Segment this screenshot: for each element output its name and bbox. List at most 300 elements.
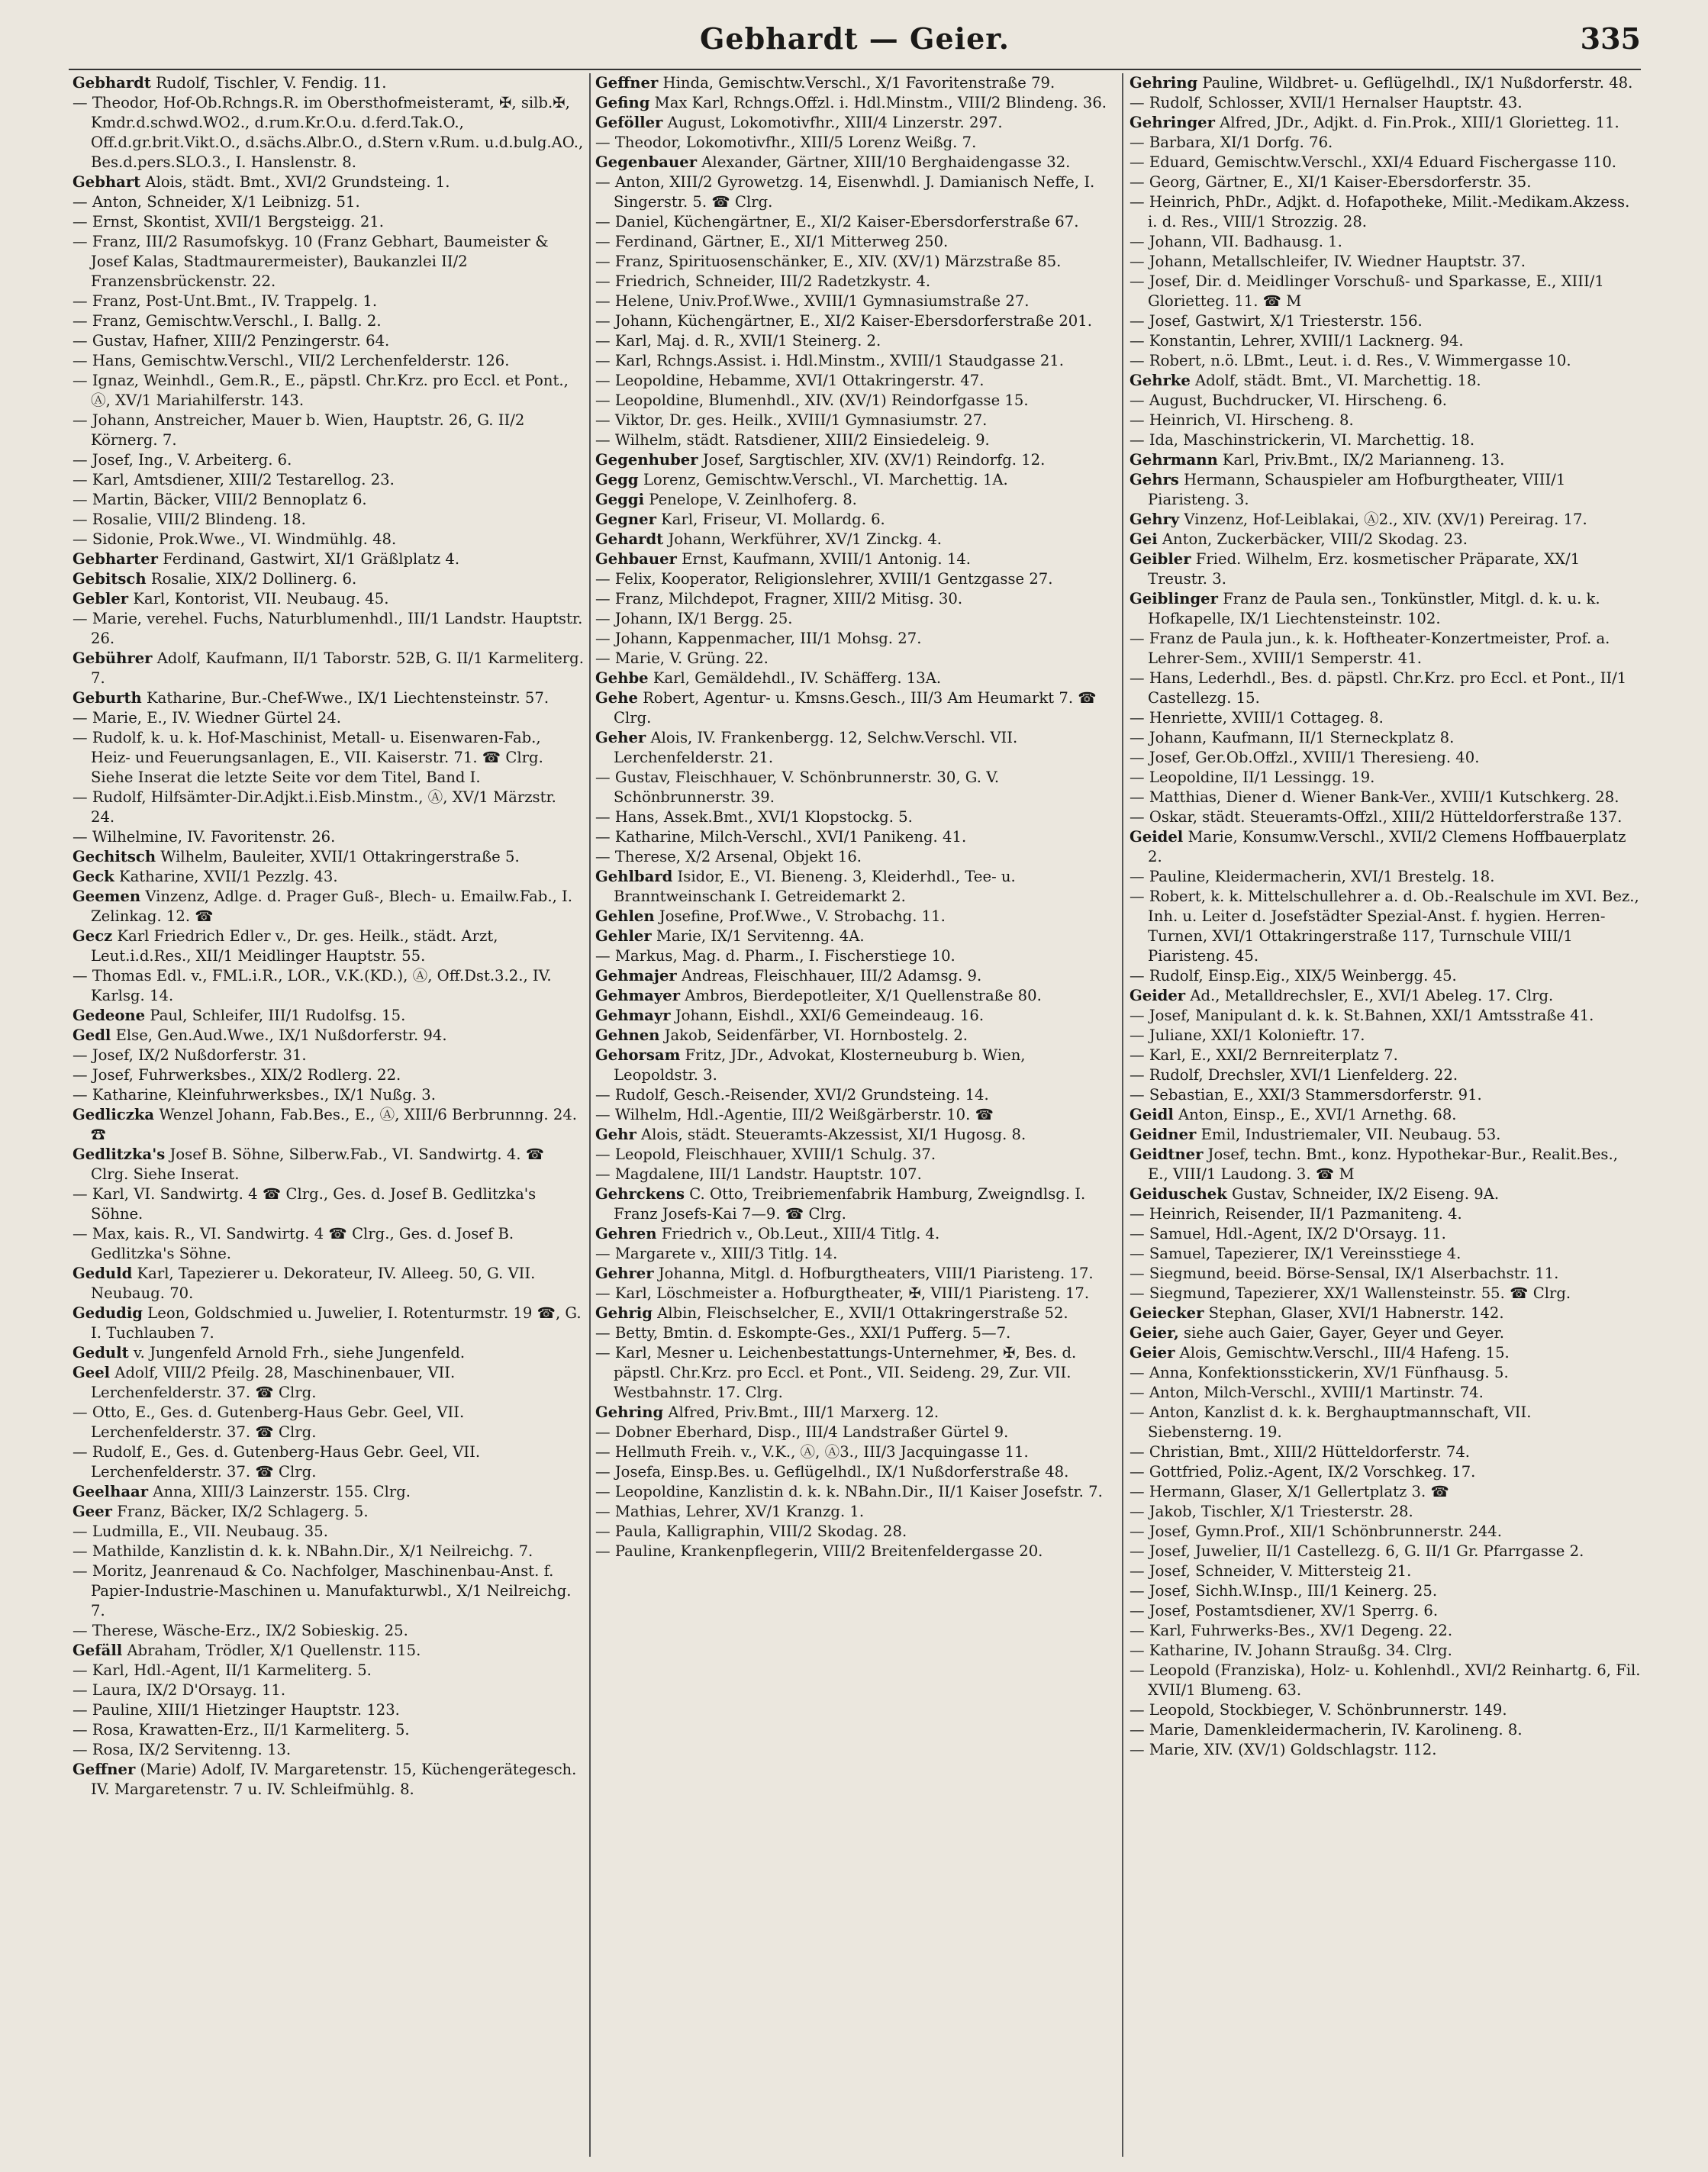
directory-entry (1130, 748, 1641, 768)
directory-entry (73, 1760, 584, 1800)
directory-entry (595, 1423, 1107, 1442)
directory-entry (1130, 1244, 1641, 1264)
directory-entry (73, 827, 584, 847)
directory-entry (595, 589, 1107, 609)
directory-entry (1130, 1184, 1641, 1204)
entry-text: Rosalie, XIX/2 Dollinerg. 6. (146, 570, 357, 588)
directory-entry (1130, 391, 1641, 411)
entry-text: — Marie, verehel. Fuchs, Naturblumenhdl., III/1 Landstr. Hauptstr. 26. (73, 610, 583, 647)
entry-surname: Gedliczka (73, 1106, 155, 1123)
entry-text: Rudolf, Tischler, V. Fendig. 11. (150, 74, 387, 92)
entry-text: — Heinrich, VI. Hirscheng. 8. (1130, 411, 1354, 429)
entry-text: Ambros, Bierdepotleiter, X/1 Quellenstraße 80. (680, 987, 1042, 1004)
directory-entry (1130, 1700, 1641, 1720)
entry-text: — Josefa, Einsp.Bes. u. Geflügelhdl., IX/1 Nußdorferstraße 48. (595, 1463, 1069, 1481)
entry-text: — Juliane, XXI/1 Kolonieftr. 17. (1130, 1026, 1365, 1044)
directory-entry (1130, 1522, 1641, 1542)
directory-entry (595, 411, 1107, 430)
entry-surname: Geelhaar (73, 1483, 149, 1500)
entry-text: — Anton, Kanzlist d. k. k. Berghauptmannschaft, VII. Siebensterng. 19. (1130, 1403, 1532, 1441)
directory-entry (595, 1403, 1107, 1423)
entry-surname: Gehler (595, 927, 652, 945)
entry-text: — Pauline, Krankenpflegerin, VIII/2 Breitenfeldergasse 20. (595, 1542, 1043, 1560)
entry-text: Marie, IX/1 Servitenng. 4A. (651, 927, 865, 945)
directory-entry (73, 1085, 584, 1105)
entry-text: — Heinrich, Reisender, II/1 Pazmaniteng. 4. (1130, 1205, 1462, 1223)
entry-text: — Wilhelmine, IV. Favoritenstr. 26. (73, 828, 336, 846)
directory-entry (73, 232, 584, 292)
entry-text: — Franz, III/2 Rasumofskyg. 10 (Franz Gebhart, Baumeister & Josef Kalas, Stadtmaurermeister), Baukanzlei II/2 Franzensbrückenstr. 22. (73, 233, 549, 290)
directory-entry (1130, 1026, 1641, 1046)
entry-surname: Gehe (595, 689, 638, 707)
directory-entry (595, 232, 1107, 252)
directory-entry (1130, 113, 1641, 133)
entry-text: — Eduard, Gemischtw.Verschl., XXI/4 Eduard Fischergasse 110. (1130, 153, 1617, 171)
entry-text: — Samuel, Tapezierer, IX/1 Vereinsstiege 4. (1130, 1245, 1461, 1262)
entry-text: — Josef, Manipulant d. k. k. St.Bahnen, XXI/1 Amtsstraße 41. (1130, 1007, 1594, 1024)
directory-entry (595, 1482, 1107, 1502)
entry-text: — Franz, Post-Unt.Bmt., IV. Trappelg. 1. (73, 292, 378, 310)
directory-entry (595, 430, 1107, 450)
directory-entry (595, 669, 1107, 688)
directory-entry (73, 788, 584, 827)
entry-text: — Magdalene, III/1 Landstr. Hauptstr. 107. (595, 1165, 922, 1183)
directory-entry (1130, 1661, 1641, 1700)
directory-entry (1130, 1442, 1641, 1462)
entry-surname: Gehmayr (595, 1007, 671, 1024)
directory-entry (1130, 1224, 1641, 1244)
header-rule (69, 69, 1641, 70)
directory-entry (1130, 788, 1641, 807)
directory-entry (1130, 192, 1641, 232)
entry-text: — Josef, Ger.Ob.Offzl., XVIII/1 Theresieng. 40. (1130, 749, 1480, 766)
directory-entry (73, 73, 584, 93)
entry-surname: Geiblinger (1130, 590, 1218, 607)
entry-text: Wenzel Johann, Fab.Bes., E., Ⓐ, XIII/6 Berbrunnng. 24. ☎ (91, 1106, 578, 1143)
entry-surname: Geemen (73, 888, 141, 905)
entry-text: — Hans, Lederhdl., Bes. d. päpstl. Chr.Krz. pro Eccl. et Pont., II/1 Castellezg. 15. (1130, 669, 1627, 707)
directory-entry (595, 153, 1107, 172)
directory-entry (73, 1502, 584, 1522)
directory-entry (1130, 1105, 1641, 1125)
directory-entry (595, 1462, 1107, 1482)
directory-entry (595, 272, 1107, 292)
directory-entry (73, 708, 584, 728)
directory-entry (1130, 1581, 1641, 1601)
directory-entry (1130, 351, 1641, 371)
entry-surname: Gehrs (1130, 471, 1179, 488)
entry-surname: Gedudig (73, 1304, 143, 1322)
entry-text: Anna, XIII/3 Lainzerstr. 155. Clrg. (148, 1483, 411, 1500)
entry-text: Andreas, Fleischhauer, III/2 Adamsg. 9. (676, 967, 982, 984)
entry-surname: Geel (73, 1364, 111, 1381)
entry-text: Robert, Agentur- u. Kmsns.Gesch., III/3 Am Heumarkt 7. ☎ Clrg. (614, 689, 1097, 727)
entry-text: Karl, Gemäldehdl., IV. Schäfferg. 13A. (648, 669, 942, 687)
entry-text: — Theodor, Lokomotivfhr., XIII/5 Lorenz Weißg. 7. (595, 134, 977, 151)
entry-text: — Hans, Gemischtw.Verschl., VII/2 Lerchenfelderstr. 126. (73, 352, 510, 369)
directory-entry (73, 887, 584, 926)
directory-entry (1130, 133, 1641, 153)
directory-entry (595, 351, 1107, 371)
entry-text: — Josef, Juwelier, II/1 Castellezg. 6, G. II/1 Gr. Pfarrgasse 2. (1130, 1542, 1584, 1560)
directory-entry (1130, 1462, 1641, 1482)
directory-entry (73, 1561, 584, 1621)
directory-entry (73, 1145, 584, 1184)
directory-entry (73, 93, 584, 172)
directory-entry (595, 1165, 1107, 1184)
directory-entry (595, 1323, 1107, 1343)
entry-surname: Geffner (73, 1761, 136, 1778)
entry-text: — Ernst, Skontist, XVII/1 Bergsteigg. 21. (73, 213, 385, 230)
entry-text: — Johann, IX/1 Bergg. 25. (595, 610, 793, 627)
entry-text: — Marie, Damenkleidermacherin, IV. Karolineng. 8. (1130, 1721, 1523, 1739)
entry-text: — Katharine, Kleinfuhrwerksbes., IX/1 Nußg. 3. (73, 1086, 436, 1104)
entry-text: — Markus, Mag. d. Pharm., I. Fischerstiege 10. (595, 947, 956, 965)
directory-entry (73, 1363, 584, 1403)
entry-surname: Gegg (595, 471, 639, 488)
entry-text: Johann, Werkführer, XV/1 Zinckg. 4. (663, 530, 943, 548)
entry-text: — Franz de Paula jun., k. k. Hoftheater-Konzertmeister, Prof. a. Lehrer-Sem., XVIII/1 Semperstr. 41. (1130, 630, 1610, 667)
entry-text: Alois, Gemischtw.Verschl., III/4 Hafeng. 15. (1175, 1344, 1510, 1362)
directory-entry (73, 609, 584, 649)
entry-text: — Gustav, Fleischhauer, V. Schönbrunnerstr. 30, G. V. Schönbrunnerstr. 39. (595, 769, 1000, 806)
directory-entry (595, 827, 1107, 847)
entry-text: Alexander, Gärtner, XIII/10 Berghaidengasse 32. (697, 153, 1071, 171)
entry-text: (Marie) Adolf, IV. Margaretenstr. 15, Küchengerätegesch. IV. Margaretenstr. 7 u. IV. Schleifmühlg. 8. (91, 1761, 577, 1798)
directory-entry (73, 728, 584, 788)
entry-text: Penelope, V. Zeinlhoferg. 8. (644, 491, 857, 508)
directory-entry (73, 1403, 584, 1442)
directory-entry (73, 1006, 584, 1026)
entry-text: Alfred, Priv.Bmt., III/1 Marxerg. 12. (663, 1403, 939, 1421)
entry-text: — Karl, Rchngs.Assist. i. Hdl.Minstm., XVIII/1 Staudgasse 21. (595, 352, 1064, 369)
entry-text: — Johann, Kappenmacher, III/1 Mohsg. 27. (595, 630, 922, 647)
directory-entry (1130, 1601, 1641, 1621)
directory-entry (73, 1343, 584, 1363)
directory-entry (1130, 669, 1641, 708)
directory-entry (1130, 1502, 1641, 1522)
entry-text: — Gustav, Hafner, XIII/2 Penzingerstr. 64. (73, 332, 390, 350)
directory-entry (73, 530, 584, 549)
directory-entry (1130, 728, 1641, 748)
entry-surname: Geiduschek (1130, 1185, 1227, 1203)
entry-text: v. Jungenfeld Arnold Frh., siehe Jungenfeld. (128, 1344, 466, 1362)
directory-entry (73, 490, 584, 510)
entry-surname: Geibler (1130, 550, 1191, 568)
entry-text: Friedrich v., Ob.Leut., XIII/4 Titlg. 4. (656, 1225, 940, 1242)
directory-entry (595, 1224, 1107, 1244)
directory-entry (595, 1284, 1107, 1304)
directory-entry (1130, 331, 1641, 351)
entry-surname: Geidner (1130, 1126, 1197, 1143)
directory-entry (1130, 1284, 1641, 1304)
directory-entry (1130, 1085, 1641, 1105)
entry-text: — Leopoldine, II/1 Lessingg. 19. (1130, 769, 1375, 786)
entry-text: — Siegmund, Tapezierer, XX/1 Wallensteinstr. 55. ☎ Clrg. (1130, 1284, 1571, 1302)
directory-entry (595, 510, 1107, 530)
directory-entry (595, 490, 1107, 510)
entry-surname: Gehnen (595, 1026, 660, 1044)
entry-surname: Geduld (73, 1265, 133, 1282)
entry-text: — Karl, Hdl.-Agent, II/1 Karmeliterg. 5. (73, 1661, 372, 1679)
directory-entry (1130, 371, 1641, 391)
entry-surname: Gedl (73, 1026, 111, 1044)
entry-text: Anton, Einsp., E., XVI/1 Arnethg. 68. (1173, 1106, 1457, 1123)
entry-text: C. Otto, Treibriemenfabrik Hamburg, Zweigndlsg. I. Franz Josefs-Kai 7—9. ☎ Clrg. (614, 1185, 1086, 1223)
entry-text: — Leopold (Franziska), Holz- u. Kohlenhdl., XVI/2 Reinhartg. 6, Fil. XVII/1 Blumeng. 63. (1130, 1661, 1641, 1699)
running-title: Gebhardt — Geier. (699, 21, 1010, 56)
directory-entry (595, 1304, 1107, 1323)
entry-text: Abraham, Trödler, X/1 Quellenstr. 115. (122, 1642, 421, 1659)
entry-text: — Josef, Gymn.Prof., XII/1 Schönbrunnerstr. 244. (1130, 1523, 1502, 1540)
entry-text: Ernst, Kaufmann, XVIII/1 Antonig. 14. (676, 550, 972, 568)
page-number: 335 (1580, 21, 1641, 56)
directory-entry (595, 807, 1107, 827)
directory-entry (1130, 1065, 1641, 1085)
entry-text: Katharine, Bur.-Chef-Wwe., IX/1 Liechtensteinstr. 57. (141, 689, 549, 707)
directory-entry (595, 768, 1107, 807)
entry-text: — Rudolf, Einsp.Eig., XIX/5 Weinbergg. 45. (1130, 967, 1457, 984)
directory-entry (73, 1026, 584, 1046)
directory-entry (1130, 1145, 1641, 1184)
entry-text: Katharine, XVII/1 Pezzlg. 43. (114, 868, 338, 885)
entry-text: Franz de Paula sen., Tonkünstler, Mitgl. d. k. u. k. Hofkapelle, IX/1 Liechtensteinstr. 102. (1148, 590, 1600, 627)
entry-text: Emil, Industriemaler, VII. Neubaug. 53. (1196, 1126, 1501, 1143)
directory-entry (595, 549, 1107, 569)
directory-entry (73, 1184, 584, 1224)
entry-text: Karl, Tapezierer u. Dekorateur, IV. Alleeg. 50, G. VII. Neubaug. 70. (91, 1265, 536, 1302)
directory-entry (73, 311, 584, 331)
entry-text: — Karl, Mesner u. Leichenbestattungs-Unternehmer, ✠, Bes. d. päpstl. Chr.Krz. pro Eccl. et Pont., VII. Seideng. 29, Zur. VII. Westbahnstr. 17. Clrg. (595, 1344, 1077, 1401)
entry-surname: Gehren (595, 1225, 657, 1242)
directory-entry (1130, 966, 1641, 986)
entry-text: — Samuel, Hdl.-Agent, IX/2 D'Orsayg. 11. (1130, 1225, 1446, 1242)
entry-surname: Geier, (1130, 1324, 1179, 1342)
entry-text: — Rudolf, Gesch.-Reisender, XVI/2 Grundsteing. 14. (595, 1086, 989, 1104)
directory-entry (595, 986, 1107, 1006)
directory-entry (1130, 1363, 1641, 1383)
entry-text: Franz, Bäcker, IX/2 Schlagerg. 5. (112, 1503, 369, 1520)
entry-text: — Georg, Gärtner, E., XI/1 Kaiser-Ebersdorferstr. 35. (1130, 173, 1532, 191)
directory-entry (73, 1482, 584, 1502)
entry-surname: Gehlen (595, 907, 655, 925)
entry-text: — Katharine, IV. Johann Straußg. 34. Clrg. (1130, 1642, 1452, 1659)
entry-text: — Franz, Gemischtw.Verschl., I. Ballg. 2. (73, 312, 382, 330)
entry-text: Adolf, Kaufmann, II/1 Taborstr. 52B, G. II/1 Karmeliterg. 7. (91, 649, 584, 687)
entry-text: Alois, städt. Bmt., XVI/2 Grundsteing. 1. (140, 173, 450, 191)
directory-entry (1130, 1383, 1641, 1403)
entry-text: — Anna, Konfektionsstickerin, XV/1 Fünfhausg. 5. (1130, 1364, 1509, 1381)
entry-text: — Hans, Assek.Bmt., XVI/1 Klopstockg. 5. (595, 808, 913, 826)
entry-text: — Daniel, Küchengärtner, E., XI/2 Kaiser-Ebersdorferstraße 67. (595, 213, 1079, 230)
directory-entry (73, 510, 584, 530)
entry-text: — Siegmund, beeid. Börse-Sensal, IX/1 Alserbachstr. 11. (1130, 1265, 1559, 1282)
directory-entry (73, 1542, 584, 1561)
entry-surname: Gehring (595, 1403, 664, 1421)
directory-entry (73, 926, 584, 966)
entry-text: — Rudolf, E., Ges. d. Gutenberg-Haus Gebr. Geel, VII. Lerchenfelderstr. 37. ☎ Clrg. (73, 1443, 481, 1481)
directory-entry (595, 1026, 1107, 1046)
directory-entry (1130, 430, 1641, 450)
entry-text: Adolf, VIII/2 Pfeilg. 28, Maschinenbauer, VII. Lerchenfelderstr. 37. ☎ Clrg. (91, 1364, 456, 1401)
directory-entry (1130, 153, 1641, 172)
entry-text: — Franz, Milchdepot, Fragner, XIII/2 Mitisg. 30. (595, 590, 963, 607)
directory-entry (1130, 1561, 1641, 1581)
entry-surname: Geider (1130, 987, 1186, 1004)
entry-text: — Anton, Milch-Verschl., XVIII/1 Martinstr. 74. (1130, 1384, 1484, 1401)
directory-entry (595, 1184, 1107, 1224)
entry-text: — Matthias, Diener d. Wiener Bank-Ver., XVIII/1 Kutschkerg. 28. (1130, 788, 1619, 806)
directory-entry (595, 946, 1107, 966)
entry-text: — Robert, k. k. Mittelschullehrer a. d. Ob.-Realschule im XVI. Bez., Inh. u. Leiter d. Josefstädter Spezial-Anst. f. hygien. Herren-Turnen, XVI/1 Ottakringerstraße 117, Turnschule VIII/1 Piaristeng. 45. (1130, 888, 1639, 965)
directory-entry (595, 391, 1107, 411)
entry-text: Alfred, JDr., Adjkt. d. Fin.Prok., XIII/1 Glorietteg. 11. (1214, 114, 1619, 131)
entry-text: — Thomas Edl. v., FML.i.R., LOR., V.K.(KD.), Ⓐ, Off.Dst.3.2., IV. Karlsg. 14. (73, 967, 552, 1004)
directory-entry (1130, 867, 1641, 887)
directory-entry (1130, 1621, 1641, 1641)
entry-text: — Rudolf, Hilfsämter-Dir.Adjkt.i.Eisb.Minstm., Ⓐ, XV/1 Märzstr. 24. (73, 788, 556, 826)
entry-surname: Gedeone (73, 1007, 146, 1024)
entry-surname: Gebhardt (73, 74, 151, 92)
entry-text: Hinda, Gemischtw.Verschl., X/1 Favoritenstraße 79. (658, 74, 1055, 92)
entry-surname: Gebler (73, 590, 129, 607)
entry-text: — Christian, Bmt., XIII/2 Hütteldorferstr. 74. (1130, 1443, 1471, 1461)
directory-entry (595, 1542, 1107, 1561)
directory-entry (1130, 807, 1641, 827)
entry-text: Vinzenz, Adlge. d. Prager Guß-, Blech- u. Emailw.Fab., I. Zelinkag. 12. ☎ (91, 888, 573, 925)
entry-text: — Moritz, Jeanrenaud & Co. Nachfolger, Maschinenbau-Anst. f. Papier-Industrie-Maschinen u. Manufakturwbl., X/1 Neilreichg. 7. (73, 1562, 572, 1619)
entry-text: — Gottfried, Poliz.-Agent, IX/2 Vorschkeg. 17. (1130, 1463, 1476, 1481)
directory-entry (595, 252, 1107, 272)
directory-entry (73, 1522, 584, 1542)
directory-entry (595, 311, 1107, 331)
entry-text: — Josef, Gastwirt, X/1 Triesterstr. 156. (1130, 312, 1423, 330)
entry-surname: Gehbe (595, 669, 649, 687)
entry-text: — Heinrich, PhDr., Adjkt. d. Hofapotheke, Milit.-Medikam.Akzess. i. d. Res., VIII/1 Strozzig. 28. (1130, 193, 1630, 230)
entry-text: Paul, Schleifer, III/1 Rudolfsg. 15. (145, 1007, 406, 1024)
entry-text: — Johann, Anstreicher, Mauer b. Wien, Hauptstr. 26, G. II/2 Körnerg. 7. (73, 411, 525, 449)
entry-text: — Karl, Amtsdiener, XIII/2 Testarellog. 23. (73, 471, 395, 488)
entry-text: — Mathilde, Kanzlistin d. k. k. NBahn.Dir., X/1 Neilreichg. 7. (73, 1542, 533, 1560)
directory-entry (73, 212, 584, 232)
directory-entry (595, 1264, 1107, 1284)
directory-entry (595, 93, 1107, 113)
directory-entry (595, 1105, 1107, 1125)
entry-text: — Ignaz, Weinhdl., Gem.R., E., päpstl. Chr.Krz. pro Eccl. et Pont., Ⓐ, XV/1 Mariahilferstr. 143. (73, 372, 569, 409)
directory-entry (595, 1145, 1107, 1165)
entry-text: — Leopold, Stockbieger, V. Schönbrunnerstr. 149. (1130, 1701, 1507, 1719)
directory-entry (73, 649, 584, 688)
entry-surname: Gehrmann (1130, 451, 1218, 469)
directory-entry (73, 847, 584, 867)
directory-entry (1130, 73, 1641, 93)
entry-text: — Anton, XIII/2 Gyrowetzg. 14, Eisenwhdl. J. Damianisch Neffe, I. Singerstr. 5. ☎ Clrg. (595, 173, 1095, 211)
directory-entry (595, 569, 1107, 589)
entry-surname: Gebhart (73, 173, 141, 191)
directory-entry (595, 847, 1107, 867)
entry-surname: Gegenhuber (595, 451, 698, 469)
directory-entry (595, 292, 1107, 311)
entry-text: — Ferdinand, Gärtner, E., XI/1 Mitterweg 250. (595, 233, 949, 250)
directory-entry (73, 867, 584, 887)
entry-text: Josef B. Söhne, Silberw.Fab., VI. Sandwirtg. 4. ☎ Clrg. Siehe Inserat. (91, 1146, 545, 1183)
entry-text: — Karl, Löschmeister a. Hofburgtheater, ✠, VIII/1 Piaristeng. 17. (595, 1284, 1090, 1302)
directory-entry (595, 530, 1107, 549)
entry-text: Alois, städt. Steueramts-Akzessist, XI/1 Hugosg. 8. (636, 1126, 1026, 1143)
entry-text: Johanna, Mitgl. d. Hofburgtheaters, VIII/1 Piaristeng. 17. (653, 1265, 1094, 1282)
directory-entry (1130, 1343, 1641, 1363)
entry-text: Fried. Wilhelm, Erz. kosmetischer Präparate, XX/1 Treustr. 3. (1148, 550, 1581, 588)
directory-entry (73, 1304, 584, 1343)
entry-text: — Laura, IX/2 D'Orsayg. 11. (73, 1681, 286, 1699)
entry-text: — Oskar, städt. Steueramts-Offzl., XIII/2 Hütteldorferstraße 137. (1130, 808, 1623, 826)
entry-text: — Therese, X/2 Arsenal, Objekt 16. (595, 848, 862, 865)
directory-entry (1130, 887, 1641, 966)
directory-entry (595, 1522, 1107, 1542)
directory-entry (1130, 232, 1641, 252)
entry-text: — Hermann, Glaser, X/1 Gellertplatz 3. ☎ (1130, 1483, 1449, 1500)
entry-text: — Marie, V. Grüng. 22. (595, 649, 769, 667)
directory-entry (73, 1700, 584, 1720)
directory-entry (595, 629, 1107, 649)
directory-entry (73, 966, 584, 1006)
entry-text: — Leopoldine, Kanzlistin d. k. k. NBahn.Dir., II/1 Kaiser Josefstr. 7. (595, 1483, 1103, 1500)
entry-text: Isidor, E., VI. Bieneng. 3, Kleiderhdl., Tee- u. Branntweinschank I. Getreidemarkt 2. (614, 868, 1016, 905)
entry-text: — Johann, Kaufmann, II/1 Sterneckplatz 8. (1130, 729, 1455, 746)
entry-text: Stephan, Glaser, XVI/1 Habnerstr. 142. (1204, 1304, 1504, 1322)
entry-text: — Rosa, IX/2 Servitenng. 13. (73, 1741, 292, 1758)
directory-entry (595, 172, 1107, 212)
directory-entry (1130, 1641, 1641, 1661)
directory-entry (595, 649, 1107, 669)
entry-text: — Johann, VII. Badhausg. 1. (1130, 233, 1342, 250)
entry-text: — Marie, XIV. (XV/1) Goldschlagstr. 112. (1130, 1741, 1437, 1758)
entry-surname: Gei (1130, 530, 1158, 548)
entry-text: Albin, Fleischselcher, E., XVII/1 Ottakringerstraße 52. (652, 1304, 1068, 1322)
entry-text: Vinzenz, Hof-Leiblakai, Ⓐ2., XIV. (XV/1) Pereirag. 17. (1179, 511, 1587, 528)
directory-entry (595, 966, 1107, 986)
column-3 (1130, 73, 1641, 2157)
entry-text: — Josef, Ing., V. Arbeiterg. 6. (73, 451, 292, 469)
entry-text: — Ludmilla, E., VII. Neubaug. 35. (73, 1523, 328, 1540)
directory-entry (595, 331, 1107, 351)
directory-entry (1130, 768, 1641, 788)
entry-surname: Gehrckens (595, 1185, 685, 1203)
entry-surname: Geiecker (1130, 1304, 1204, 1322)
entry-surname: Gehorsam (595, 1046, 681, 1064)
column-divider (1122, 73, 1123, 2157)
directory-entry (595, 609, 1107, 629)
directory-entry (595, 1085, 1107, 1105)
entry-surname: Gegner (595, 511, 656, 528)
entry-text: — Paula, Kalligraphin, VIII/2 Skodag. 28. (595, 1523, 907, 1540)
entry-surname: Gehmajer (595, 967, 677, 984)
entry-text: — Friedrich, Schneider, III/2 Radetzkystr. 4. (595, 272, 931, 290)
entry-surname: Gefing (595, 94, 650, 111)
entry-text: — Josef, Schneider, V. Mittersteig 21. (1130, 1562, 1412, 1580)
entry-text: Jakob, Seidenfärber, VI. Hornbostelg. 2. (659, 1026, 968, 1044)
directory-entry (595, 450, 1107, 470)
entry-text: — Ida, Maschinstrickerin, VI. Marchettig. 18. (1130, 431, 1475, 449)
directory-entry (595, 1006, 1107, 1026)
entry-text: — August, Buchdrucker, VI. Hirscheng. 6. (1130, 392, 1448, 409)
entry-text: — Rudolf, Schlosser, XVII/1 Hernalser Hauptstr. 43. (1130, 94, 1523, 111)
directory-entry (595, 371, 1107, 391)
entry-text: Wilhelm, Bauleiter, XVII/1 Ottakringerstraße 5. (156, 848, 520, 865)
directory-entry (1130, 1046, 1641, 1065)
directory-entry (73, 549, 584, 569)
entry-surname: Geher (595, 729, 646, 746)
